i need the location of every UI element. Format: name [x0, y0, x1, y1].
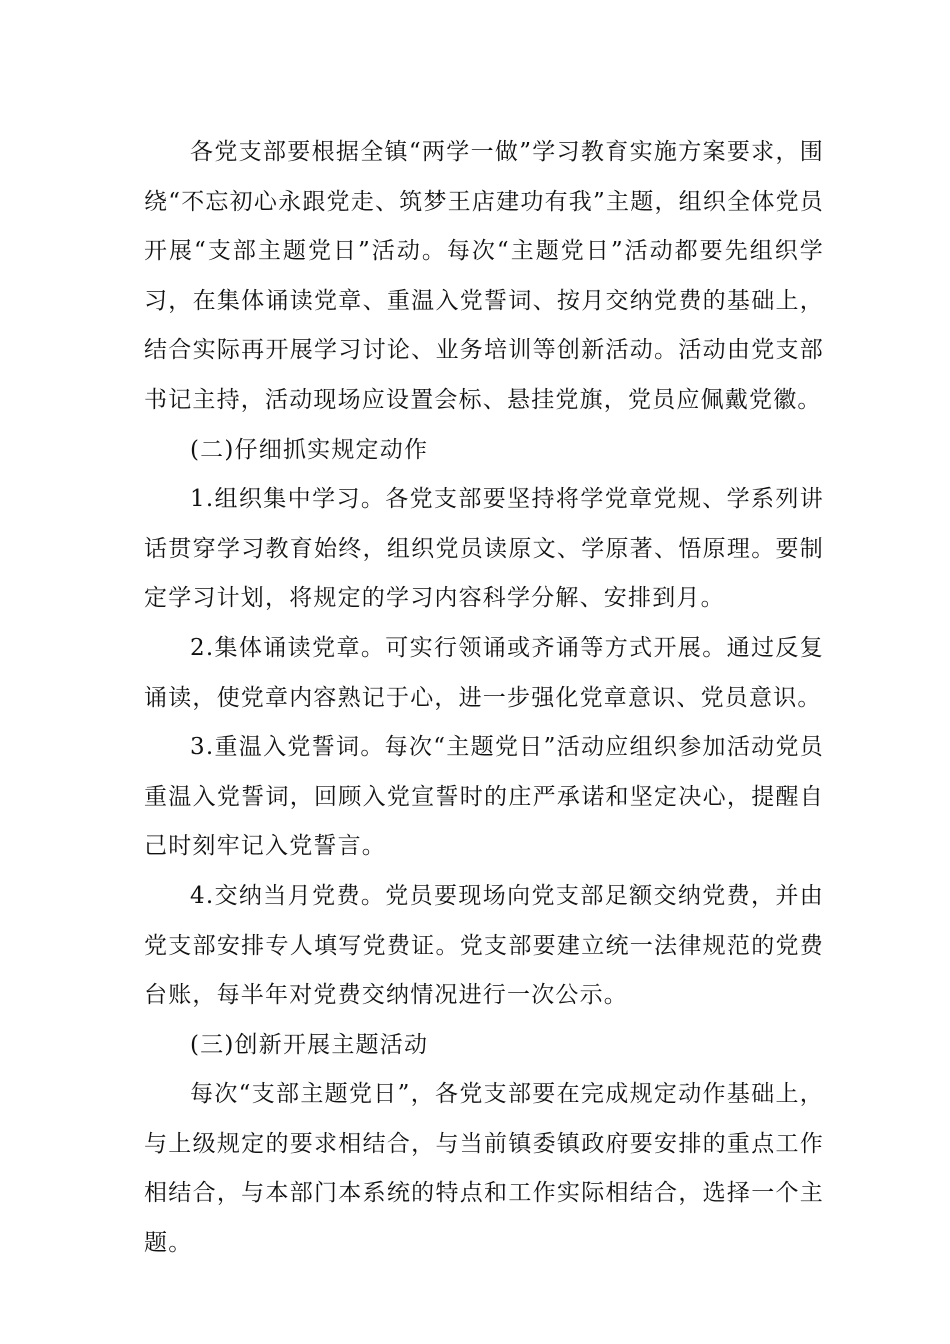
paragraph-theme-activity: 每次“支部主题党日”，各党支部要在完成规定动作基础上，与上级规定的要求相结合，与当前镇委镇政府要安排的重点工作相结合，与本部门本系统的特点和工作实际相结合，选择一个主题。	[144, 1081, 824, 1257]
section-heading-2: (二)仔细抓实规定动作	[190, 436, 429, 463]
paragraph-item-3: 3.重温入党誓词。每次“主题党日”活动应组织参加活动党员重温入党誓词，回顾入党宣誓时的庄严承诺和坚定决心，提醒自己时刻牢记入党誓言。	[144, 734, 824, 860]
paragraph-item-2: 2.集体诵读党章。可实行领诵或齐诵等方式开展。通过反复诵读，使党章内容熟记于心，进一步强化党章意识、党员意识。	[144, 634, 824, 711]
document-body	[144, 128, 824, 1269]
paragraph-item-1: 1.组织集中学习。各党支部要坚持将学党章党规、学系列讲话贯穿学习教育始终，组织党员读原文、学原著、悟原理。要制定学习计划，将规定的学习内容科学分解、安排到月。	[144, 486, 824, 612]
section-heading-3: (三)创新开展主题活动	[190, 1031, 429, 1058]
paragraph-theme-day-intro: 各党支部要根据全镇“两学一做”学习教育实施方案要求，围绕“不忘初心永跟党走、筑梦王店建功有我”主题，组织全体党员开展“支部主题党日”活动。每次“主题党日”活动都要先组织学习，在集体诵读党章、重温入党誓词、按月交纳党费的基础上，结合实际再开展学习讨论、业务培训等创新活动。活动由党支部书记主持，活动现场应设置会标、悬挂党旗，党员应佩戴党徽。	[144, 139, 824, 413]
paragraph-item-4: 4.交纳当月党费。党员要现场向党支部足额交纳党费，并由党支部安排专人填写党费证。党支部要建立统一法律规范的党费台账，每半年对党费交纳情况进行一次公示。	[144, 882, 824, 1009]
